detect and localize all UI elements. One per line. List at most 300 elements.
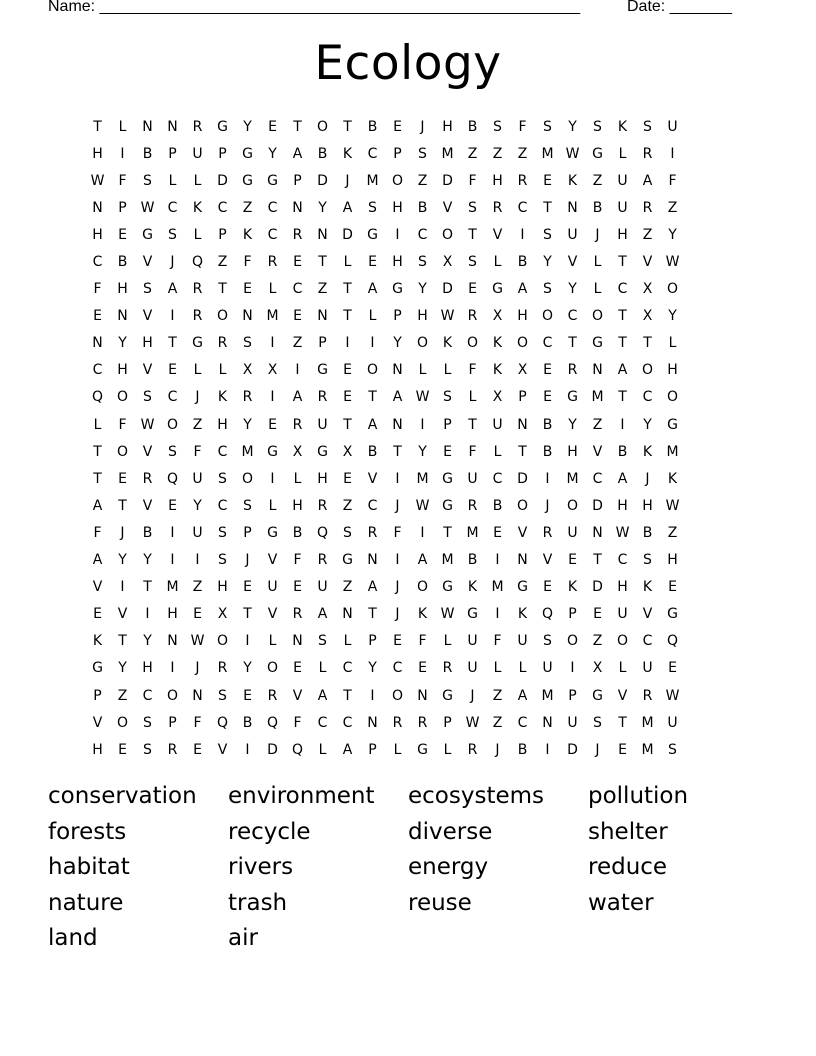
grid-letter: W	[665, 254, 680, 271]
grid-letter: J	[395, 497, 400, 514]
grid-letter: O	[391, 172, 404, 189]
grid-letter: I	[270, 389, 275, 406]
grid-letter: N	[292, 199, 303, 216]
grid-letter: H	[117, 281, 128, 298]
grid-letter: E	[243, 579, 252, 596]
grid-letter: B	[517, 254, 528, 271]
grid-letter: N	[542, 714, 553, 731]
grid-letter: P	[368, 741, 377, 758]
grid-letter: U	[492, 416, 503, 433]
grid-letter: R	[442, 660, 453, 677]
grid-letter: N	[92, 199, 103, 216]
grid-letter: L	[293, 470, 302, 487]
grid-letter: L	[268, 497, 277, 514]
grid-letter: W	[140, 199, 155, 216]
grid-letter: T	[593, 552, 602, 569]
grid-letter: Y	[668, 308, 677, 325]
word-bank-item: air	[228, 925, 258, 952]
grid-letter: G	[442, 579, 453, 596]
grid-letter: R	[642, 199, 653, 216]
grid-letter: T	[443, 524, 452, 541]
grid-letter: I	[170, 552, 175, 569]
grid-row	[85, 330, 735, 357]
grid-letter: E	[468, 281, 477, 298]
grid-letter: K	[667, 470, 678, 487]
grid-letter: H	[442, 118, 453, 135]
grid-letter: V	[267, 606, 278, 623]
grid-letter: T	[468, 226, 477, 243]
grid-letter: P	[318, 335, 327, 352]
grid-letter: A	[642, 172, 653, 189]
grid-letter: B	[642, 524, 653, 541]
grid-letter: I	[245, 741, 250, 758]
grid-letter: G	[592, 687, 603, 704]
grid-letter: S	[418, 254, 427, 271]
grid-letter: V	[442, 199, 453, 216]
grid-letter: C	[642, 389, 653, 406]
grid-letter: O	[166, 416, 179, 433]
grid-letter: G	[242, 145, 253, 162]
grid-letter: L	[493, 254, 502, 271]
word-bank-item: energy	[408, 854, 489, 881]
grid-letter: H	[292, 497, 303, 514]
grid-letter: D	[592, 497, 603, 514]
grid-letter: C	[267, 199, 278, 216]
grid-letter: E	[343, 389, 352, 406]
grid-letter: U	[317, 416, 328, 433]
grid-letter: C	[367, 145, 378, 162]
grid-letter: H	[417, 308, 428, 325]
grid-letter: C	[617, 552, 628, 569]
grid-letter: C	[92, 254, 103, 271]
grid-letter: S	[418, 145, 427, 162]
grid-letter: H	[667, 552, 678, 569]
grid-letter: F	[93, 524, 102, 541]
grid-letter: E	[118, 741, 127, 758]
grid-letter: O	[366, 362, 379, 379]
grid-letter: Y	[243, 118, 252, 135]
grid-letter: V	[642, 606, 653, 623]
grid-letter: L	[493, 660, 502, 677]
grid-letter: L	[93, 416, 102, 433]
grid-letter: N	[517, 552, 528, 569]
grid-letter: Y	[268, 145, 277, 162]
grid-letter: B	[292, 524, 303, 541]
grid-letter: H	[217, 416, 228, 433]
grid-letter: D	[217, 172, 228, 189]
word-bank-item: reuse	[408, 889, 472, 916]
grid-letter: I	[420, 524, 425, 541]
grid-letter: F	[118, 416, 127, 433]
grid-letter: X	[242, 362, 253, 379]
grid-letter: W	[665, 687, 680, 704]
grid-letter: S	[343, 524, 352, 541]
grid-letter: O	[391, 687, 404, 704]
grid-letter: M	[416, 470, 429, 487]
grid-letter: U	[517, 633, 528, 650]
grid-letter: S	[143, 281, 152, 298]
grid-letter: P	[168, 714, 177, 731]
word-bank-item: diverse	[408, 818, 493, 845]
grid-letter: E	[543, 389, 552, 406]
grid-letter: R	[467, 497, 478, 514]
grid-letter: P	[568, 606, 577, 623]
grid-letter: N	[167, 633, 178, 650]
grid-row	[85, 221, 735, 248]
grid-letter: O	[666, 389, 679, 406]
grid-letter: Q	[166, 470, 179, 487]
grid-letter: C	[417, 226, 428, 243]
grid-letter: O	[516, 335, 529, 352]
grid-letter: G	[267, 172, 278, 189]
grid-letter: E	[393, 118, 402, 135]
grid-letter: M	[241, 443, 254, 460]
grid-letter: M	[666, 443, 679, 460]
grid-letter: R	[217, 660, 228, 677]
grid-letter: E	[593, 606, 602, 623]
grid-letter: O	[541, 308, 554, 325]
grid-letter: S	[543, 633, 552, 650]
grid-letter: T	[318, 254, 327, 271]
grid-letter: N	[167, 118, 178, 135]
grid-letter: F	[668, 172, 677, 189]
grid-letter: Y	[568, 416, 577, 433]
grid-letter: M	[591, 389, 604, 406]
grid-letter: U	[467, 633, 478, 650]
grid-letter: B	[542, 416, 553, 433]
grid-row	[85, 438, 735, 465]
grid-letter: Z	[592, 633, 603, 650]
grid-letter: T	[618, 335, 627, 352]
grid-letter: X	[517, 362, 528, 379]
grid-letter: J	[495, 741, 500, 758]
grid-letter: U	[667, 714, 678, 731]
grid-letter: M	[641, 714, 654, 731]
grid-letter: T	[343, 416, 352, 433]
grid-letter: Y	[418, 443, 427, 460]
grid-letter: R	[242, 389, 253, 406]
grid-letter: T	[343, 308, 352, 325]
grid-letter: K	[492, 362, 503, 379]
grid-letter: F	[493, 633, 502, 650]
grid-letter: S	[543, 118, 552, 135]
grid-letter: S	[468, 254, 477, 271]
grid-letter: V	[142, 443, 153, 460]
grid-letter: E	[368, 254, 377, 271]
grid-letter: S	[143, 172, 152, 189]
grid-letter: S	[593, 118, 602, 135]
grid-letter: L	[168, 172, 177, 189]
word-bank-item: shelter	[588, 818, 668, 845]
grid-row	[85, 682, 735, 709]
grid-letter: N	[392, 362, 403, 379]
grid-letter: A	[617, 362, 628, 379]
grid-letter: R	[192, 118, 203, 135]
grid-letter: N	[342, 606, 353, 623]
grid-letter: O	[441, 226, 454, 243]
grid-letter: K	[92, 633, 103, 650]
grid-letter: S	[218, 524, 227, 541]
grid-letter: F	[193, 443, 202, 460]
grid-letter: O	[566, 497, 579, 514]
grid-letter: A	[317, 687, 328, 704]
grid-letter: L	[343, 633, 352, 650]
grid-letter: G	[667, 416, 678, 433]
grid-letter: M	[441, 552, 454, 569]
grid-letter: O	[116, 714, 129, 731]
grid-letter: X	[267, 362, 278, 379]
grid-letter: B	[417, 199, 428, 216]
grid-letter: C	[392, 660, 403, 677]
grid-letter: Z	[642, 226, 653, 243]
grid-letter: R	[492, 199, 503, 216]
grid-letter: H	[142, 335, 153, 352]
grid-letter: A	[517, 281, 528, 298]
grid-letter: L	[318, 741, 327, 758]
grid-letter: C	[542, 335, 553, 352]
grid-letter: T	[368, 606, 377, 623]
grid-letter: J	[170, 254, 175, 271]
grid-letter: N	[567, 199, 578, 216]
grid-letter: G	[592, 335, 603, 352]
grid-letter: N	[92, 335, 103, 352]
grid-letter: Y	[643, 416, 652, 433]
grid-letter: C	[367, 497, 378, 514]
grid-letter: Y	[118, 335, 127, 352]
grid-letter: Z	[317, 281, 328, 298]
grid-letter: K	[192, 199, 203, 216]
grid-letter: L	[593, 281, 602, 298]
grid-letter: G	[492, 281, 503, 298]
grid-letter: N	[367, 714, 378, 731]
grid-letter: Z	[342, 579, 353, 596]
grid-letter: N	[417, 687, 428, 704]
grid-letter: O	[666, 281, 679, 298]
grid-letter: Q	[666, 633, 679, 650]
grid-letter: C	[492, 470, 503, 487]
grid-letter: P	[368, 633, 377, 650]
grid-letter: H	[667, 362, 678, 379]
grid-letter: P	[443, 416, 452, 433]
grid-letter: N	[142, 118, 153, 135]
grid-letter: S	[218, 687, 227, 704]
grid-letter: C	[217, 497, 228, 514]
grid-letter: U	[192, 524, 203, 541]
page-title: Ecology	[314, 36, 502, 91]
grid-letter: G	[367, 226, 378, 243]
grid-letter: S	[593, 714, 602, 731]
grid-letter: K	[517, 606, 528, 623]
grid-letter: A	[417, 552, 428, 569]
grid-letter: T	[118, 497, 127, 514]
grid-letter: C	[142, 687, 153, 704]
grid-letter: C	[292, 281, 303, 298]
grid-letter: R	[417, 714, 428, 731]
grid-letter: D	[567, 741, 578, 758]
grid-letter: A	[292, 145, 303, 162]
word-bank	[48, 779, 768, 957]
grid-letter: E	[118, 470, 127, 487]
grid-letter: U	[617, 199, 628, 216]
grid-letter: I	[620, 416, 625, 433]
grid-letter: N	[242, 308, 253, 325]
grid-letter: N	[192, 687, 203, 704]
grid-letter: G	[317, 443, 328, 460]
grid-letter: F	[293, 714, 302, 731]
grid-letter: Y	[568, 281, 577, 298]
grid-letter: E	[543, 579, 552, 596]
grid-letter: R	[317, 552, 328, 569]
grid-row	[85, 303, 735, 330]
grid-letter: W	[665, 497, 680, 514]
grid-letter: V	[492, 226, 503, 243]
grid-letter: W	[440, 606, 455, 623]
grid-letter: G	[192, 335, 203, 352]
grid-letter: O	[216, 308, 229, 325]
grid-letter: N	[117, 308, 128, 325]
grid-letter: R	[467, 741, 478, 758]
grid-letter: E	[568, 552, 577, 569]
grid-letter: M	[541, 687, 554, 704]
word-bank-item: forests	[48, 818, 127, 845]
grid-letter: V	[592, 443, 603, 460]
grid-letter: T	[343, 687, 352, 704]
grid-letter: M	[566, 470, 579, 487]
grid-letter: R	[542, 524, 553, 541]
grid-letter: T	[468, 416, 477, 433]
grid-letter: L	[668, 335, 677, 352]
grid-letter: M	[641, 741, 654, 758]
grid-letter: S	[643, 118, 652, 135]
grid-row	[85, 628, 735, 655]
grid-letter: T	[618, 254, 627, 271]
grid-letter: J	[420, 118, 425, 135]
grid-letter: X	[217, 606, 228, 623]
grid-letter: V	[367, 470, 378, 487]
grid-letter: G	[267, 524, 278, 541]
grid-letter: H	[92, 741, 103, 758]
grid-letter: S	[168, 443, 177, 460]
grid-letter: V	[267, 552, 278, 569]
grid-row	[85, 140, 735, 167]
grid-letter: U	[192, 470, 203, 487]
grid-row	[85, 194, 735, 221]
grid-row	[85, 601, 735, 628]
grid-letter: G	[442, 497, 453, 514]
grid-letter: X	[642, 308, 653, 325]
grid-letter: L	[393, 741, 402, 758]
grid-letter: R	[392, 714, 403, 731]
grid-letter: L	[443, 362, 452, 379]
grid-letter: V	[142, 308, 153, 325]
grid-letter: B	[467, 118, 478, 135]
grid-letter: H	[492, 172, 503, 189]
grid-letter: I	[270, 470, 275, 487]
grid-letter: I	[395, 226, 400, 243]
grid-letter: W	[415, 389, 430, 406]
grid-letter: T	[618, 308, 627, 325]
grid-letter: E	[393, 633, 402, 650]
grid-letter: V	[117, 606, 128, 623]
grid-letter: J	[545, 497, 550, 514]
grid-letter: U	[617, 606, 628, 623]
grid-letter: G	[667, 606, 678, 623]
grid-letter: B	[117, 254, 128, 271]
grid-letter: J	[120, 524, 125, 541]
grid-letter: N	[392, 416, 403, 433]
grid-letter: P	[393, 308, 402, 325]
grid-letter: R	[467, 308, 478, 325]
grid-letter: T	[93, 443, 102, 460]
grid-letter: W	[190, 633, 205, 650]
grid-letter: L	[193, 362, 202, 379]
grid-letter: M	[166, 579, 179, 596]
grid-letter: H	[642, 497, 653, 514]
grid-letter: P	[218, 226, 227, 243]
grid-letter: G	[317, 362, 328, 379]
grid-letter: A	[92, 497, 103, 514]
grid-letter: Y	[118, 660, 127, 677]
grid-letter: Y	[368, 660, 377, 677]
grid-letter: K	[567, 579, 578, 596]
grid-letter: J	[595, 741, 600, 758]
grid-letter: C	[642, 633, 653, 650]
grid-letter: T	[243, 606, 252, 623]
grid-letter: T	[218, 281, 227, 298]
grid-letter: X	[292, 443, 303, 460]
grid-letter: B	[317, 145, 328, 162]
grid-letter: I	[370, 335, 375, 352]
grid-letter: K	[217, 389, 228, 406]
grid-letter: Z	[192, 416, 203, 433]
grid-letter: L	[343, 254, 352, 271]
grid-letter: Z	[192, 579, 203, 596]
grid-letter: S	[493, 118, 502, 135]
grid-letter: I	[245, 633, 250, 650]
grid-letter: P	[118, 199, 127, 216]
grid-letter: V	[142, 497, 153, 514]
grid-letter: T	[368, 389, 377, 406]
grid-letter: R	[642, 145, 653, 162]
word-bank-item: habitat	[48, 854, 130, 881]
grid-letter: B	[492, 497, 503, 514]
grid-letter: K	[567, 172, 578, 189]
grid-letter: O	[466, 335, 479, 352]
grid-letter: X	[492, 389, 503, 406]
grid-letter: A	[517, 687, 528, 704]
grid-letter: R	[367, 524, 378, 541]
grid-letter: K	[642, 579, 653, 596]
grid-letter: U	[542, 660, 553, 677]
grid-letter: Y	[418, 281, 427, 298]
grid-letter: T	[518, 443, 527, 460]
grid-letter: K	[442, 335, 453, 352]
grid-letter: R	[567, 362, 578, 379]
grid-letter: E	[168, 362, 177, 379]
grid-letter: R	[142, 470, 153, 487]
grid-letter: Y	[143, 633, 152, 650]
grid-letter: J	[645, 470, 650, 487]
grid-letter: S	[218, 552, 227, 569]
grid-letter: S	[243, 335, 252, 352]
grid-letter: D	[592, 579, 603, 596]
grid-letter: B	[142, 145, 153, 162]
grid-letter: B	[467, 552, 478, 569]
word-bank-item: rivers	[228, 854, 294, 881]
grid-letter: D	[517, 470, 528, 487]
grid-letter: Z	[667, 524, 678, 541]
grid-row	[85, 384, 735, 411]
